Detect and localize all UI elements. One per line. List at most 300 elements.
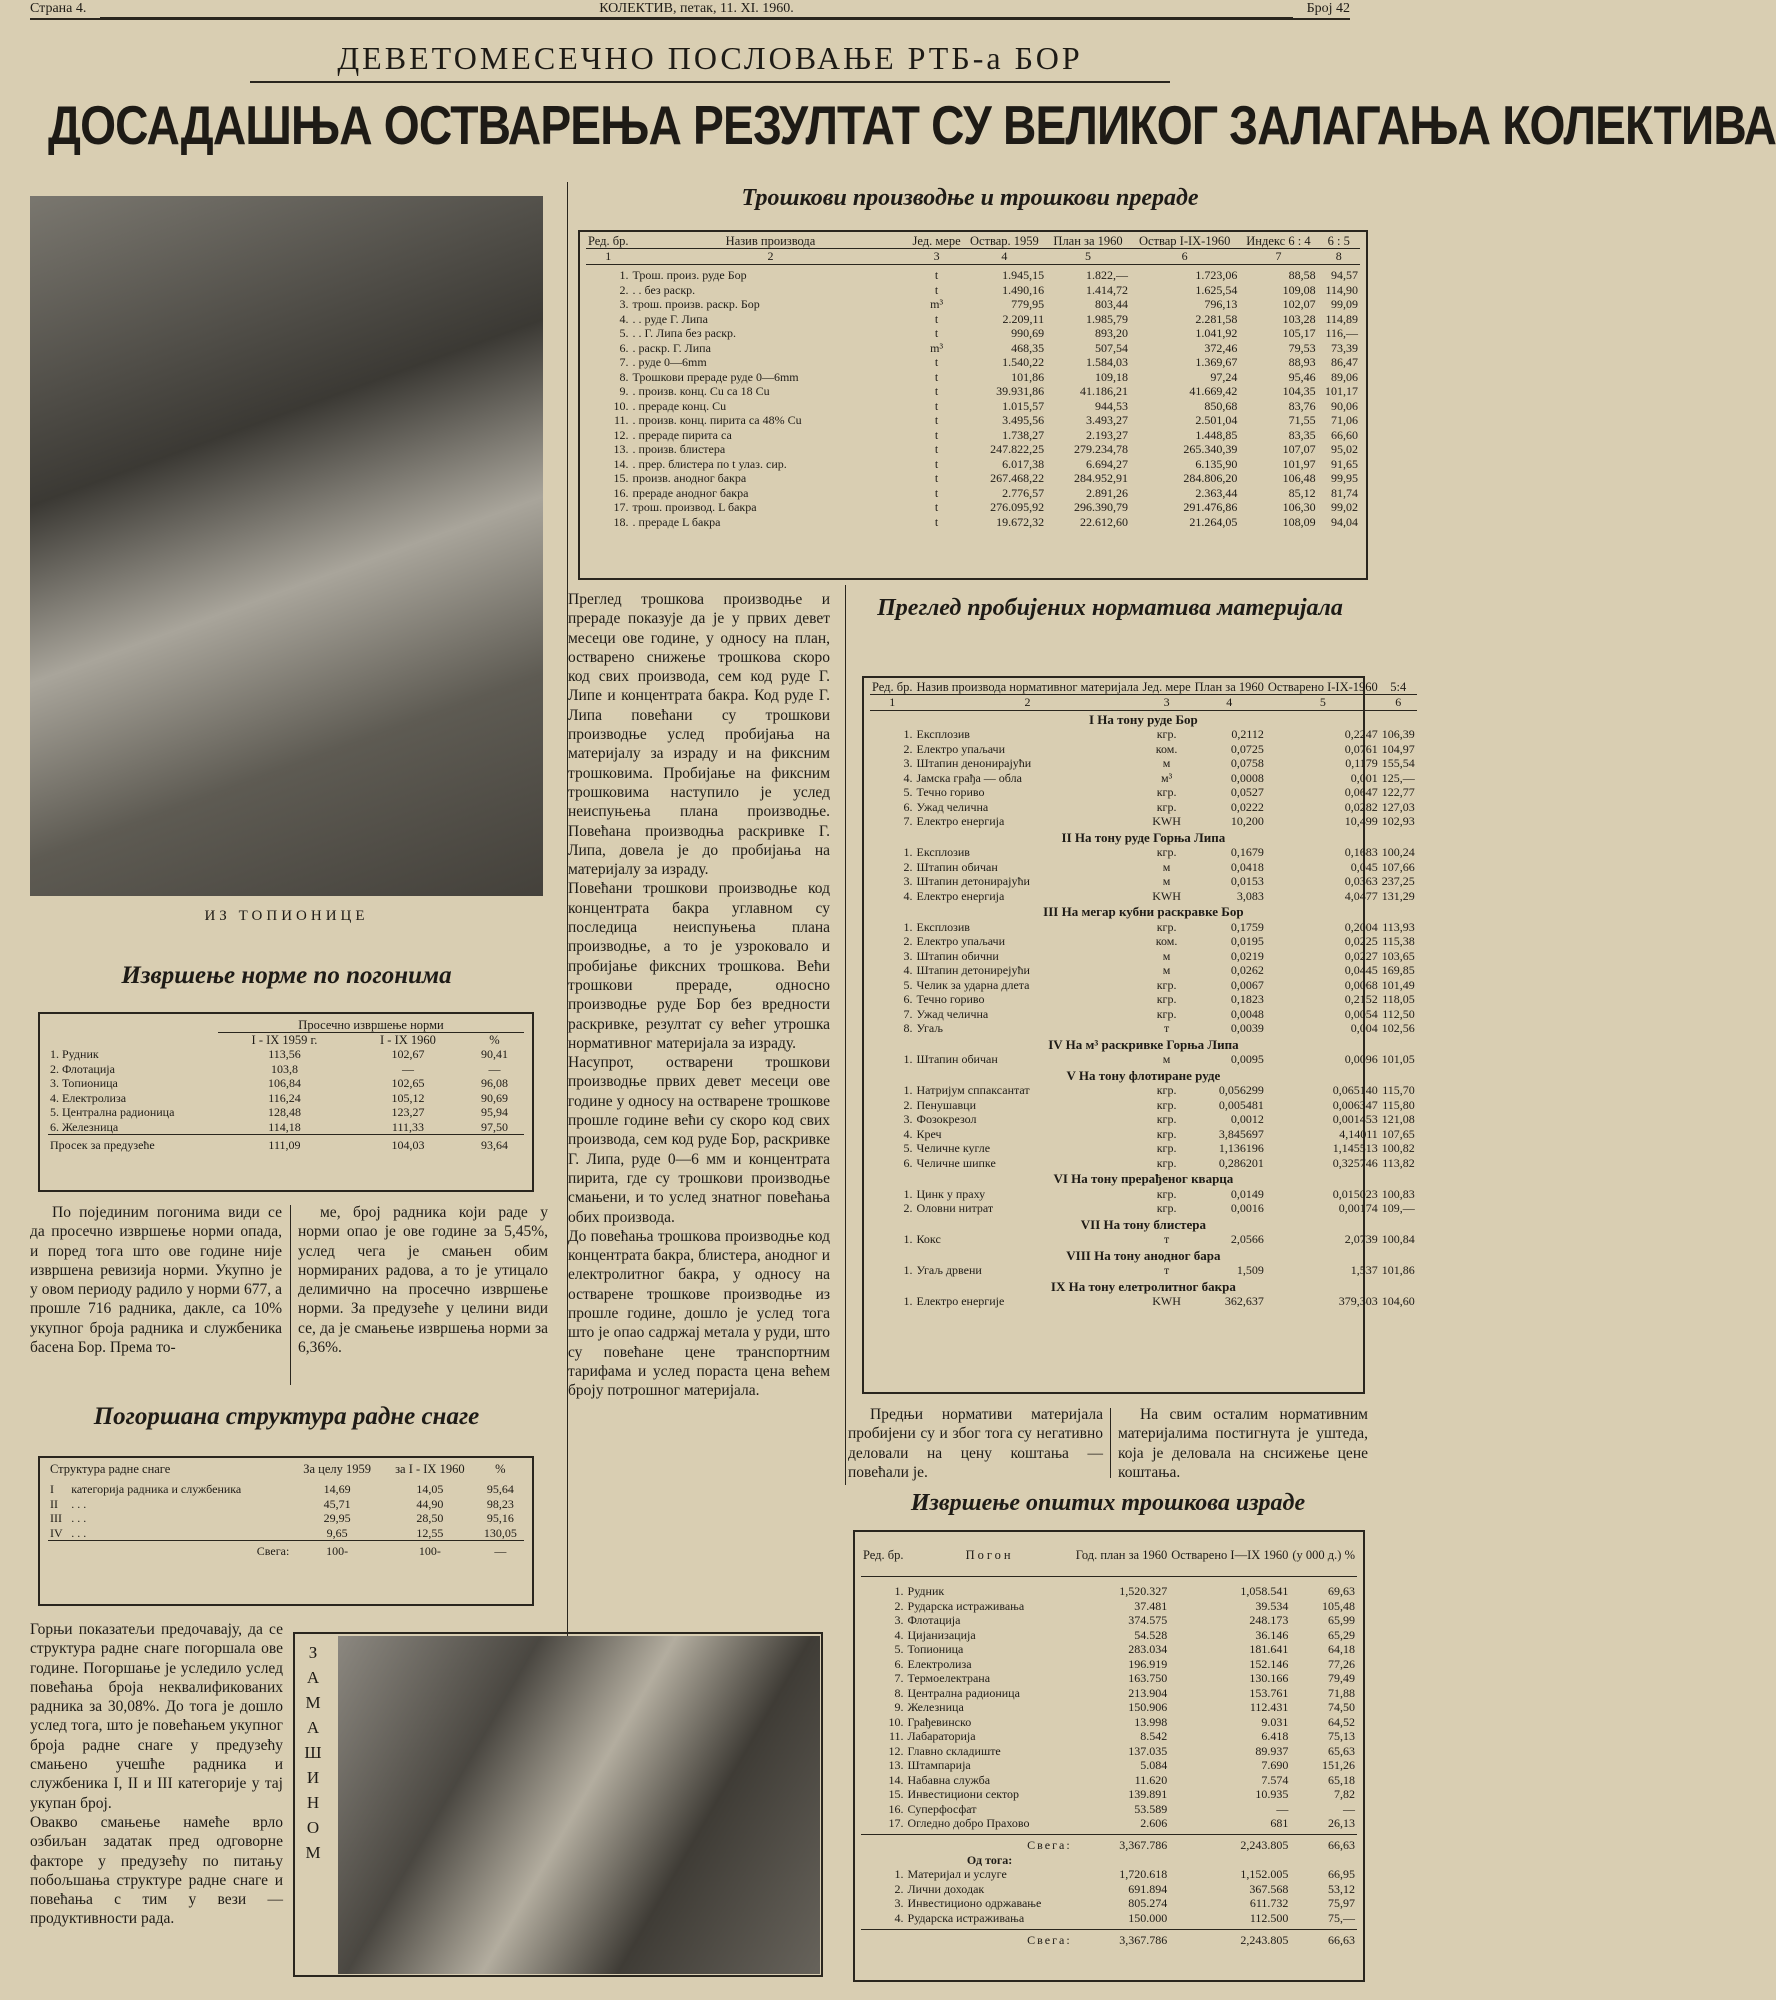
table-row: [870, 1232, 1417, 1247]
table-cell: 83,76: [1288, 398, 1316, 413]
smelter-photo: [30, 196, 543, 896]
table-cell: m³: [930, 297, 944, 311]
vertical-letter: З: [308, 1643, 318, 1662]
table-cell: 0,065140: [1332, 1083, 1378, 1097]
table-cell: 1.: [894, 1867, 904, 1881]
table-cell: 125,—: [1381, 770, 1415, 785]
table-cell: 2.891,26: [1086, 485, 1129, 500]
table-cell: 114,18: [268, 1119, 301, 1134]
table-cell: 0,0761: [1344, 741, 1378, 756]
table-row: [870, 1083, 1417, 1098]
table-cell: 53,12: [1328, 1881, 1355, 1896]
table-cell: 75,—: [1328, 1910, 1355, 1925]
column-number: 5: [1046, 249, 1130, 265]
table-cell: 9.031: [1261, 1714, 1289, 1729]
column-number: 8: [1318, 249, 1360, 265]
costs-table-box: [578, 230, 1368, 580]
table-cell: 0,1683: [1344, 845, 1378, 859]
table-cell: 2.: [619, 282, 629, 297]
table-cell: 181.641: [1249, 1642, 1289, 1656]
column-number: 4: [963, 249, 1046, 265]
table-cell: Натријум сппаксантат: [916, 1083, 1030, 1097]
table-cell: Челичне кугле: [916, 1141, 991, 1155]
vertical-letter: И: [306, 1768, 320, 1787]
section-row: [870, 1170, 1417, 1187]
table-cell: кгр.: [1156, 1083, 1177, 1097]
table-row: [861, 1787, 1357, 1802]
table-cell: 1.: [903, 727, 913, 741]
masthead: [30, 0, 1350, 20]
table-cell: 14.: [613, 456, 629, 471]
table-cell: 102,07: [1282, 297, 1316, 311]
table-row: [861, 1773, 1357, 1788]
overhead-heading: Извршење општих трошкова израде: [910, 1490, 1306, 1516]
table-cell: 13.998: [1134, 1714, 1168, 1729]
table-row: [870, 992, 1417, 1007]
col-header: Оствар. 1959: [963, 234, 1046, 249]
table-row: [861, 1867, 1357, 1882]
table-cell: Ужад челична: [916, 799, 989, 814]
table-cell: 196.919: [1128, 1656, 1168, 1671]
table-cell: 3.: [903, 756, 913, 770]
total-label: Свега:: [48, 1541, 291, 1559]
total-label: Свега:: [906, 1929, 1074, 1947]
table-cell: 5.: [894, 1642, 904, 1656]
table-cell: 4.: [619, 311, 629, 326]
table-cell: t: [934, 384, 939, 398]
table-row: [870, 1021, 1417, 1036]
table-cell: 0,0149: [1230, 1186, 1264, 1201]
table-cell: 0,1179: [1345, 756, 1378, 770]
table-cell: 12.: [613, 427, 629, 442]
table-row: [586, 457, 1360, 472]
table-cell: 7.574: [1261, 1772, 1289, 1787]
table-row: [870, 1112, 1417, 1127]
table-cell: 12,55: [416, 1525, 444, 1540]
table-cell: Течно гориво: [916, 992, 985, 1006]
table-cell: 21.264,05: [1189, 514, 1238, 529]
table-cell: 127,03: [1381, 799, 1415, 814]
table-cell: 10.: [613, 398, 629, 413]
table-cell: 0,2004: [1344, 919, 1378, 934]
section-row: [870, 1067, 1417, 1084]
table-cell: . . без раскр.: [632, 282, 696, 297]
section-row: [870, 1036, 1417, 1053]
col-header: %: [489, 1033, 500, 1047]
table-cell: 0,0008: [1230, 770, 1264, 785]
table-row: [870, 1007, 1417, 1022]
table-cell: 0,004: [1350, 1021, 1378, 1035]
table-cell: 71,55: [1288, 413, 1316, 427]
table-row: [861, 1700, 1357, 1715]
total-label: Просек за предузеће: [48, 1135, 218, 1153]
table-cell: Цијанизација: [907, 1627, 976, 1642]
table-cell: 6.: [619, 340, 629, 355]
table-cell: Набавна служба: [907, 1772, 991, 1787]
table-cell: 1.: [619, 268, 629, 282]
table-cell: 0,015023: [1332, 1186, 1378, 1201]
table-cell: 99,09: [1331, 297, 1358, 311]
table-cell: 0,056299: [1218, 1083, 1264, 1097]
table-cell: т: [1163, 1263, 1170, 1277]
table-cell: 169,85: [1381, 963, 1415, 977]
table-cell: 75,97: [1328, 1896, 1355, 1910]
table-cell: 17.: [888, 1816, 904, 1830]
table-cell: 66,63: [1290, 1835, 1357, 1853]
section-title: II На тону руде Горња Липа: [1061, 829, 1226, 845]
table-cell: 5. Централна радионица: [50, 1105, 175, 1119]
of-which-label: Од тога:: [966, 1852, 1013, 1867]
table-cell: 7.: [903, 1006, 913, 1021]
table-cell: 374.575: [1128, 1613, 1168, 1627]
table-cell: 4.: [903, 963, 913, 977]
table-cell: 97,24: [1210, 369, 1238, 384]
table-cell: 153.761: [1249, 1685, 1289, 1700]
table-cell: 2.281,58: [1195, 311, 1238, 326]
vertical-letter: Н: [306, 1793, 320, 1812]
table-cell: кгр.: [1156, 1186, 1177, 1201]
costs-text: Преглед трошкова производње и прераде показује да је у првих девет месеци ове године, у односу на план, остварено снижење трошкова скоро код свих производа, сем код руде Г. Липе и концентрата бакра. Код руде Г. Липа повећани су трошкови производње услед пробијања на материјалу за израду и на фиксним трошковима. Пробијање на фиксним трошковима наступило је услед неиспуњења плана производње. Повећана производња раскривке Г. Липа, довела је до пробијања на материјалу за израду. Повећани трошкови производње код концентрата бакра углавном су последица неиспуњења плана производње, а то је узроковало и пробијање фиксних трошкова. Већи трошкови прераде, односно производње руде Бор без вредности раскривке, резултат су већег утрошка нормативног материјала за израду. Насупрот, остварени трошкови производње првих девет месеци ове године у односу на остварене трошкове прошле године већи су скоро код свих производа, сем код руде Бор, раскривке Г. Липа, руде 0—6 мм и концентрата пирита, где су трошкови производње смањени, и то услед знатног повећања обих производа. До повећања трошкова производње код концентрата бакра, блистера, анодног и електролитног бакра, у односу на остварене трошкове производње из прошле године, дошло је услед тога што је опао садржај метала у руди, што су повећане цене транспортним тарифама и услед пораста цена већем броју потрошног материјала.: [568, 591, 830, 1400]
table-cell: 2.193,27: [1086, 427, 1129, 442]
section-title: VI На тону прерађеног кварца: [1053, 1171, 1234, 1186]
table-cell: 8.: [894, 1685, 904, 1700]
table-cell: м: [1162, 963, 1171, 977]
table-cell: 1,136196: [1218, 1141, 1264, 1155]
table-cell: Штапин обичан: [916, 859, 998, 874]
col-header: За целу 1959: [303, 1462, 372, 1476]
table-row: [586, 283, 1360, 298]
col-header: %: [495, 1462, 506, 1476]
table-cell: Штампарија: [907, 1758, 971, 1772]
table-cell: 248.173: [1249, 1613, 1289, 1627]
table-cell: Креч: [916, 1126, 942, 1141]
table-row: [861, 1613, 1357, 1628]
section-title: I На тону руде Бор: [1088, 711, 1198, 727]
table-cell: 2.606: [1140, 1816, 1168, 1830]
table-cell: 1.738,27: [1002, 427, 1045, 442]
table-cell: 106,48: [1282, 471, 1316, 485]
table-row: [861, 1657, 1357, 1672]
table-row: [870, 727, 1417, 742]
column-number: 1: [586, 249, 631, 265]
column-number: 5: [1266, 695, 1380, 711]
table-cell: . прераде конц. Cu: [632, 398, 727, 413]
table-cell: 2,0739: [1344, 1232, 1378, 1246]
table-cell: Цинк у праху: [916, 1186, 986, 1201]
table-cell: 0,286201: [1218, 1155, 1264, 1170]
table-cell: 0,0725: [1230, 741, 1264, 756]
vertical-letter: А: [306, 1668, 320, 1687]
table-cell: 65,99: [1328, 1613, 1355, 1627]
table-row: [586, 268, 1360, 283]
table-cell: 90,69: [480, 1090, 508, 1105]
table-cell: трош. производ. L бакра: [632, 500, 757, 514]
table-row: [586, 341, 1360, 356]
col-header: I - IX 1960: [380, 1033, 436, 1047]
col-header: I - IX 1959 г.: [251, 1033, 318, 1047]
table-cell: 100,82: [1381, 1141, 1415, 1155]
table-cell: 1.: [903, 1186, 913, 1201]
table-cell: . . Г. Липа без раскр.: [632, 326, 737, 340]
table-cell: Електро енергија: [916, 814, 1005, 828]
table-cell: 6.: [894, 1656, 904, 1671]
table-cell: Огледно добро Прахово: [907, 1816, 1030, 1830]
table-cell: Челичне шипке: [916, 1155, 996, 1170]
table-cell: 19.672,32: [996, 514, 1045, 529]
table-cell: ком.: [1155, 934, 1178, 948]
table-cell: 89.937: [1255, 1743, 1289, 1758]
table-cell: 0,0282: [1344, 799, 1378, 814]
table-cell: 113,82: [1382, 1155, 1415, 1170]
table-cell: 130,05: [483, 1525, 517, 1540]
table-cell: 0,0095: [1230, 1052, 1264, 1066]
table-row: [861, 1729, 1357, 1744]
table-cell: кгр.: [1156, 845, 1177, 859]
table-cell: 104,97: [1381, 741, 1415, 756]
table-cell: Флотација: [907, 1613, 961, 1627]
table-cell: 28,50: [416, 1511, 444, 1525]
overhead-table: [861, 1534, 1357, 1947]
table-cell: Централна радионица: [907, 1685, 1020, 1700]
table-cell: 2.209,11: [1002, 311, 1045, 326]
table-cell: 107,07: [1282, 442, 1316, 456]
table-cell: кгр.: [1156, 1141, 1177, 1155]
table-cell: 291.476,86: [1183, 500, 1238, 514]
table-row: [861, 1584, 1357, 1599]
normatives-table-box: [862, 676, 1415, 1394]
table-cell: 0,1823: [1230, 992, 1264, 1006]
table-cell: 104,03: [351, 1135, 465, 1153]
table-cell: 6.: [903, 799, 913, 814]
table-row: [870, 949, 1417, 964]
table-row: [586, 370, 1360, 385]
table-cell: 2.: [894, 1598, 904, 1613]
table-cell: 0,0016: [1230, 1201, 1264, 1215]
section-title: III На мегар кубни раскравке Бор: [1043, 904, 1244, 919]
table-cell: 2.: [894, 1881, 904, 1896]
table-cell: Течно гориво: [916, 785, 985, 799]
vertical-letter: М: [305, 1843, 321, 1862]
table-cell: t: [934, 485, 939, 500]
table-row: [586, 312, 1360, 327]
table-cell: 95,16: [486, 1511, 514, 1525]
table-row: [870, 963, 1417, 978]
table-cell: 39.931,86: [996, 384, 1045, 398]
column-number: 6: [1380, 695, 1417, 711]
table-cell: 53.589: [1134, 1801, 1168, 1816]
table-row: [870, 889, 1417, 904]
table-row: [586, 399, 1360, 414]
table-cell: 379,303: [1338, 1294, 1378, 1308]
table-cell: 3.: [903, 874, 913, 888]
table-cell: —: [401, 1061, 414, 1076]
table-cell: 93,64: [465, 1135, 524, 1153]
table-cell: кгр.: [1156, 977, 1177, 992]
table-cell: Главно складиште: [907, 1743, 1001, 1758]
table-cell: 6.418: [1261, 1729, 1289, 1743]
table-row: [870, 1263, 1417, 1278]
table-cell: 0,0067: [1230, 977, 1264, 992]
table-cell: 73,39: [1331, 340, 1358, 355]
table-cell: 10.935: [1255, 1787, 1289, 1801]
table-row: [861, 1758, 1357, 1773]
table-cell: —: [1276, 1801, 1289, 1816]
table-cell: 5.084: [1140, 1758, 1168, 1772]
table-cell: 681: [1270, 1816, 1289, 1830]
table-cell: 3,083: [1236, 888, 1264, 903]
table-cell: 122,77: [1381, 785, 1415, 799]
table-cell: 267.468,22: [990, 471, 1045, 485]
table-cell: 1.369,67: [1195, 355, 1238, 369]
table-cell: 111,09: [218, 1135, 351, 1153]
norms-heading: Извршење норме по погонима: [121, 962, 452, 989]
table-row: [861, 1715, 1357, 1730]
table-cell: Штапин детонирајући: [916, 874, 1030, 888]
table-row: [48, 1120, 524, 1135]
table-cell: 115,80: [1382, 1097, 1415, 1112]
table-cell: 106,30: [1282, 500, 1316, 514]
table-cell: 1,537: [1350, 1263, 1378, 1277]
table-cell: 11.620: [1134, 1772, 1168, 1787]
table-cell: 0,0225: [1344, 934, 1378, 948]
table-row: [586, 486, 1360, 501]
table-cell: 1. Рудник: [50, 1047, 99, 1061]
table-cell: 6.: [903, 1155, 913, 1170]
table-row: [870, 874, 1417, 889]
column-number: 2: [915, 695, 1141, 711]
column-number: 3: [911, 249, 963, 265]
table-cell: Рудник: [907, 1584, 945, 1598]
table-cell: 105,12: [391, 1090, 425, 1105]
table-cell: 0,0758: [1230, 756, 1264, 770]
table-cell: 0,0227: [1344, 948, 1378, 963]
section-row: [870, 1247, 1417, 1264]
table-cell: 95,02: [1331, 442, 1358, 456]
table-cell: 128,48: [267, 1105, 301, 1119]
table-cell: 4.: [903, 1126, 913, 1141]
table-cell: 1.723,06: [1195, 268, 1238, 282]
table-cell: 944,53: [1095, 398, 1129, 413]
table-cell: t: [934, 427, 939, 442]
table-cell: . прер. блистера по t улаз. сир.: [632, 456, 787, 471]
total-label: Свега:: [906, 1835, 1074, 1853]
table-cell: Пенушавци: [916, 1097, 977, 1112]
table-cell: Експлозив: [916, 919, 970, 934]
table-cell: 99,02: [1331, 500, 1358, 514]
table-cell: 507,54: [1095, 340, 1129, 355]
table-cell: 115,70: [1382, 1083, 1415, 1097]
table-row: [861, 1882, 1357, 1897]
table-cell: 101,49: [1381, 977, 1415, 992]
table-cell: 44,90: [416, 1496, 444, 1511]
table-cell: 88,58: [1288, 268, 1316, 282]
table-cell: Експлозив: [916, 845, 970, 859]
table-cell: 114,89: [1325, 311, 1358, 326]
table-cell: 18.: [613, 514, 629, 529]
table-row: [861, 1599, 1357, 1614]
table-cell: 150.906: [1128, 1700, 1168, 1714]
table-cell: 0,0445: [1344, 963, 1378, 977]
table-cell: кгр.: [1156, 919, 1177, 934]
col-header: Индекс 6 : 4: [1239, 234, 1317, 249]
col-header: Ред. бр.: [588, 234, 629, 248]
table-cell: 0,0054: [1344, 1006, 1378, 1021]
table-cell: 4.: [894, 1910, 904, 1925]
table-cell: 155,54: [1381, 756, 1415, 770]
headline: ДОСАДАШЊА ОСТВАРЕЊА РЕЗУЛТАТ СУ ВЕЛИКОГ ЗАЛАГАЊА КОЛЕКТИВА: [48, 94, 1776, 156]
table-cell: t: [934, 311, 939, 326]
table-cell: 103,8: [270, 1061, 298, 1076]
table-cell: . прераде пирита са: [632, 427, 732, 442]
table-row: [586, 384, 1360, 399]
table-row: [861, 1686, 1357, 1701]
table-cell: 6.: [903, 992, 913, 1006]
table-cell: 1.: [903, 1263, 913, 1277]
vertical-letter: Ш: [304, 1743, 322, 1762]
table-row: [586, 297, 1360, 312]
table-cell: 1.945,15: [1002, 268, 1045, 282]
table-cell: 0,0219: [1230, 948, 1264, 963]
table-row: [870, 1098, 1417, 1113]
table-cell: кгр.: [1156, 785, 1177, 799]
table-cell: —: [1343, 1801, 1355, 1816]
table-cell: 37.481: [1134, 1598, 1168, 1613]
table-cell: 0,0418: [1230, 859, 1264, 874]
table-row: [861, 1896, 1357, 1911]
table-cell: Експлозив: [916, 727, 970, 741]
table-cell: 0,0048: [1230, 1006, 1264, 1021]
table-cell: 71,06: [1331, 413, 1358, 427]
table-cell: 362,637: [1224, 1294, 1264, 1308]
section-row: [870, 903, 1417, 920]
table-cell: кгр.: [1156, 1201, 1177, 1215]
table-cell: 111,33: [391, 1119, 425, 1134]
table-cell: 75,13: [1328, 1729, 1355, 1743]
vertical-letter: А: [306, 1718, 320, 1737]
table-cell: t: [934, 268, 939, 282]
page-number: Страна 4.: [30, 1, 87, 16]
table-row: [870, 845, 1417, 860]
table-row: [870, 742, 1417, 757]
col-header: Јед. мере: [912, 234, 961, 248]
table-cell: 0,0647: [1344, 785, 1378, 799]
table-cell: 39.534: [1255, 1598, 1289, 1613]
table-row: [861, 1816, 1357, 1831]
table-cell: 12.: [888, 1743, 904, 1758]
table-cell: кгр.: [1156, 1112, 1177, 1126]
table-cell: 0,0222: [1230, 799, 1264, 814]
table-cell: IV: [50, 1525, 63, 1540]
table-cell: 1.041,92: [1195, 326, 1238, 340]
table-cell: 14,69: [323, 1482, 351, 1496]
table-cell: Фозокрезол: [916, 1112, 977, 1126]
table-cell: 101,86: [1011, 369, 1045, 384]
column-rule: [290, 1205, 291, 1385]
table-cell: 131,29: [1381, 888, 1415, 903]
table-cell: Лични доходак: [907, 1881, 985, 1896]
table-cell: t: [934, 442, 939, 456]
col-header: (у 000 д.) %: [1290, 1534, 1357, 1576]
table-cell: 29,95: [323, 1511, 351, 1525]
table-cell: м: [1162, 756, 1171, 770]
table-cell: 2.501,04: [1195, 413, 1238, 427]
table-cell: 7.: [619, 355, 629, 369]
table-cell: 2.: [903, 934, 913, 948]
table-cell: 137.035: [1128, 1743, 1168, 1758]
table-cell: 36.146: [1255, 1627, 1289, 1642]
table-cell: 150.000: [1128, 1910, 1168, 1925]
table-cell: 1,145513: [1332, 1141, 1378, 1155]
